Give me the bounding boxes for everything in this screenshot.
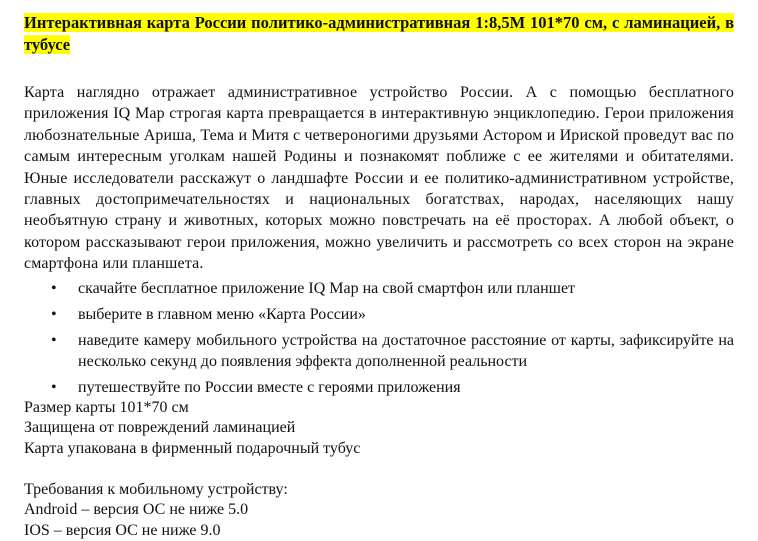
- requirement-android: Android – версия ОС не ниже 5.0: [24, 501, 249, 519]
- list-item: [24, 377, 734, 398]
- list-item: [24, 304, 734, 325]
- requirement-ios: IOS – версия ОС не ниже 9.0: [24, 521, 221, 539]
- product-description: [24, 12, 734, 541]
- list-item-text: путешествуйте по России вместе с героями приложения: [78, 378, 461, 396]
- description-paragraph: Карта наглядно отражает административное устройство России. А с помощью бесплатного приложения IQ Map строгая карта превращается в интерактивную энциклопедию. Герои приложения любознательные Ариша, Тема и Митя с четвероногими друзьями Астором и Ириской проведут вас по самым интересным уголкам нашей Родины и познакомят поближе с ее жителями и обитателями. Юные исследователи расскажут о ландшафте России и ее политико-административном устройстве, главных достопримечательностях и национальных богатствах, народах, населяющих нашу необъятную страну и животных, которых можно повстречать на её просторах. А любой объект, о котором рассказывают герои приложения, можно увеличить и рассмотреть со всех сторон на экране смартфона или планшета.: [24, 84, 734, 273]
- spec-packaging: Карта упакована в фирменный подарочный тубус: [24, 439, 361, 457]
- spec-size: Размер карты 101*70 см: [24, 398, 189, 416]
- instructions-list: [24, 278, 734, 398]
- spec-lamination: Защищена от повреждений ламинацией: [24, 419, 296, 437]
- list-item-text: скачайте бесплатное приложение IQ Map на свой смартфон или планшет: [78, 279, 576, 297]
- highlighted-title-text: Интерактивная карта России политико-административная 1:8,5M 101*70 см, с ламинацией, в тубусе: [24, 13, 734, 54]
- bullet-icon: •: [51, 305, 57, 323]
- bullet-icon: •: [51, 378, 57, 396]
- list-item-text: наведите камеру мобильного устройства на достаточное расстояние от карты, зафиксируйте на несколько секунд до появления эффекта дополненной реальности: [78, 331, 734, 370]
- product-title: [24, 12, 734, 56]
- spacer: [24, 459, 734, 480]
- requirements-heading: Требования к мобильному устройству:: [24, 480, 288, 498]
- list-item: [24, 330, 734, 372]
- list-item: [24, 278, 734, 299]
- bullet-icon: •: [51, 279, 57, 297]
- bullet-icon: •: [51, 331, 57, 349]
- list-item-text: выберите в главном меню «Карта России»: [78, 305, 366, 323]
